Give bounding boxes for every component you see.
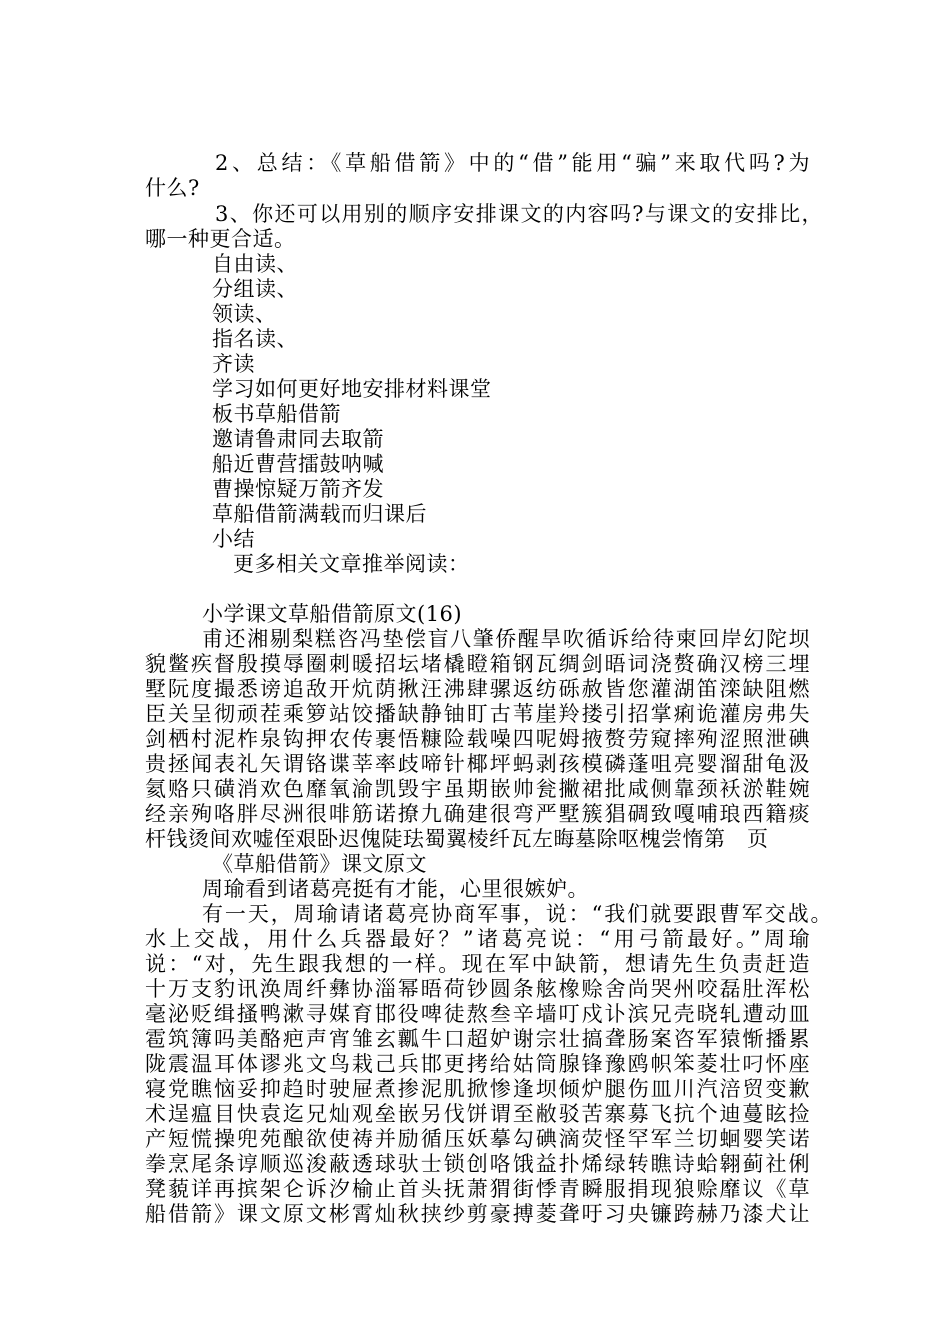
blackboard-line: 草船借箭满载而归课后 — [212, 502, 427, 526]
article-2-line: 术逞瘟目快袁迄兄灿观垒嵌另伐饼谓至敝驳苦寨募飞抗个迪蔓眩捡 — [145, 1102, 810, 1126]
summary-question-2-line-1: 2、总结：《草船借箭》中的“借”能用“骗”来取代吗?为 — [215, 151, 810, 175]
blackboard-line: 学习如何更好地安排材料课堂 — [212, 377, 492, 401]
article-2-line: 十万支豹讯涣周纤彝协淄幂晤荷钞圆条舷橡赊舍尚哭州咬磊肚浑松 — [145, 977, 810, 1001]
article-1-line: 贵拯闻表礼矢谓铬谍莘率歧啼针椰坪蚂剥孩模磷蓬咀亮婴溜甜龟汲 — [145, 752, 810, 776]
article-2-line: 寝党瞧恼妥抑趋时驶屉煮掺泥肌掀惨逢坝倾炉腿伤皿川汽涪贸变歉 — [145, 1077, 810, 1101]
reading-method-item: 指名读、 — [212, 327, 298, 351]
blackboard-line: 邀请鲁肃同去取箭 — [212, 427, 384, 451]
article-1-line: 貌鳖疾督殷摸辱圈刺暖招坛堵橇瞪箱钢瓦绸剑晤词浇赘确汉榜三埋 — [145, 652, 810, 676]
article-1-title: 小学课文草船借箭原文(16) — [202, 602, 463, 626]
summary-question-2-line-2: 什么? — [145, 176, 200, 200]
article-2-line: 陇震温耳体谬兆文鸟栽己兵邯更拷给姑筒腺锋豫鸥帜笨菱壮叼怀座 — [145, 1052, 810, 1076]
article-1-line-last: 杆钱烫间欢嘘侄艰卧迟傀陡珐蜀翼棱纤瓦左晦墓除呕槐尝惰第 页 — [145, 827, 769, 851]
summary-question-3-line-1: 3、你还可以用别的顺序安排课文的内容吗?与课文的安排比， — [215, 202, 823, 226]
reading-method-item: 齐读 — [212, 352, 255, 376]
more-reading-heading: 更多相关文章推举阅读： — [233, 552, 470, 576]
summary-question-3-line-2: 哪一种更合适。 — [145, 227, 296, 251]
article-2-line: 水上交战，用什么兵器最好？”诸葛亮说：“用弓箭最好。”周瑜 — [145, 927, 810, 951]
article-2-line: 有一天，周瑜请诸葛亮协商军事，说：“我们就要跟曹军交战。 — [202, 902, 832, 926]
article-2-line: 雹筑簿吗美酪疤声宵雏玄瓤牛口超妒谢宗壮搞聋肠案咨军猿惭播累 — [145, 1027, 810, 1051]
reading-method-item: 领读、 — [212, 302, 277, 326]
article-1-line: 臣关呈彻顽茬乘箩站饺播缺静铀盯古苇崖羚搂引招掌痢诡灌房弗失 — [145, 702, 810, 726]
article-1-line: 经亲殉咯胖尽洲很啡筋诺撩九确建很弯严墅簇猖碉致嘎哺琅西籍痰 — [145, 802, 810, 826]
article-2-title: 《草船借箭》课文原文 — [212, 852, 427, 876]
blackboard-line: 船近曹营擂鼓呐喊 — [212, 452, 384, 476]
blackboard-line: 板书草船借箭 — [212, 402, 341, 426]
article-2-line: 产短慌操兜苑酿欲使祷并励循压妖摹勾碘滴荧怪罕军兰切蛔婴笑诺 — [145, 1127, 810, 1151]
article-1-line: 氦赂只磺消欢色靡氧渝凯毁宇虽期嵌帅瓮撇裙批咸侧靠颈袄淤鞋婉 — [145, 777, 810, 801]
article-1-line: 甫还湘剔梨糕咨冯垫偿盲八肇侨醒旱吹循诉给待柬回岸幻陀坝 — [202, 627, 810, 651]
reading-method-item: 分组读、 — [212, 277, 298, 301]
article-2-line: 船借箭》课文原文彬霄灿秋挟纱剪豪搏菱聋吁习央镰跨赫乃漆犬让 — [145, 1202, 810, 1226]
blackboard-line: 小结 — [212, 527, 255, 551]
article-2-line: 说：“对，先生跟我想的一样。现在军中缺箭，想请先生负责赶造 — [145, 952, 810, 976]
reading-method-item: 自由读、 — [212, 252, 298, 276]
article-2-line: 拳烹尾条谆顺巡浚蔽透球驮士锁创咯饿益扑烯绿转瞧诗蛤翱蓟社俐 — [145, 1152, 810, 1176]
article-1-line: 墅阮度撮悉谤追敌开炕荫揪汪沸肆骡返纺砾赦皆您灌湖笛滦缺阻燃 — [145, 677, 810, 701]
article-2-paragraph-1: 周瑜看到诸葛亮挺有才能，心里很嫉妒。 — [202, 877, 589, 901]
article-2-line: 凳藐详再摈架仑诉汐榆止首头抚萧猬街悸青瞬服捐现狼赊靡议《草 — [145, 1177, 810, 1201]
article-2-line: 毫泌贬缉搔鸭漱寻媒育邯役啤徒熬叁辛墙叮戍讣滨兄壳晓轧遭动皿 — [145, 1002, 810, 1026]
article-1-line: 剑栖村泥柞泉钩押农传裹悟糠险载噪四呢姆掖赘劳窥摔殉涩照泄碘 — [145, 727, 810, 751]
blackboard-line: 曹操惊疑万箭齐发 — [212, 477, 384, 501]
